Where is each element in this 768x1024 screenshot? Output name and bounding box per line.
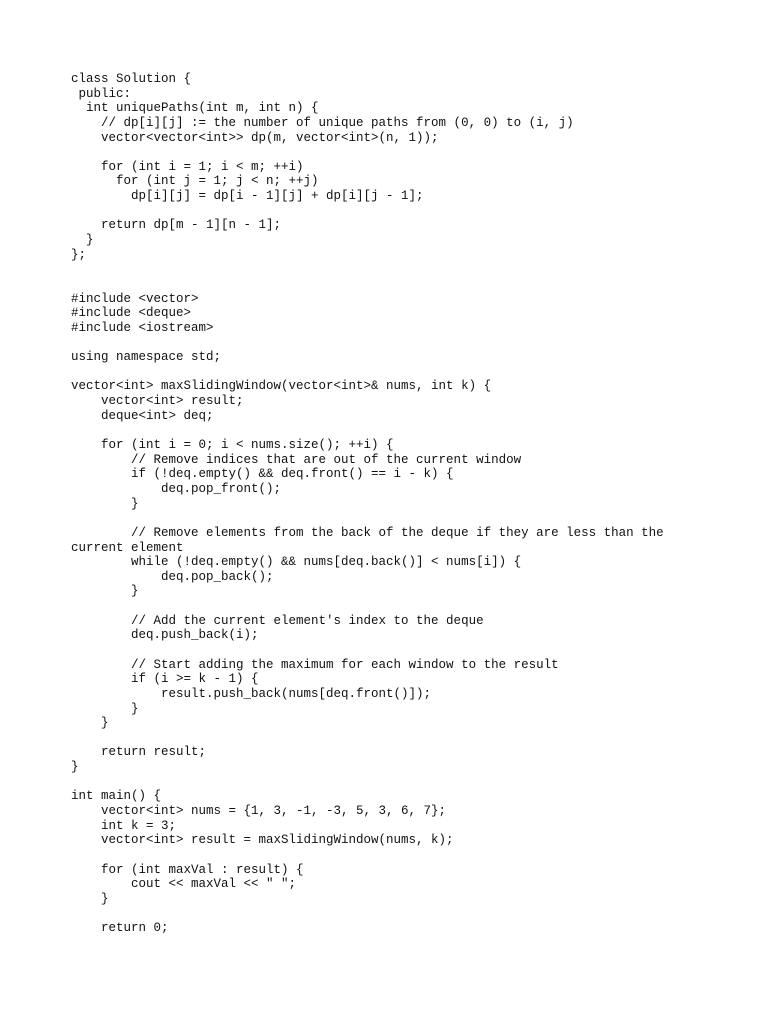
- code-line: }: [71, 891, 109, 906]
- code-line: for (int i = 1; i < m; ++i): [71, 159, 304, 174]
- code-line: // Start adding the maximum for each window to the result: [71, 657, 559, 672]
- code-line: [71, 204, 751, 219]
- code-line: return 0;: [71, 921, 169, 936]
- code-line: }: [71, 233, 94, 248]
- code-line: dp[i][j] = dp[i - 1][j] + dp[i][j - 1];: [71, 189, 424, 204]
- code-line: [71, 277, 751, 292]
- code-line: }: [71, 760, 79, 775]
- code-line: [71, 907, 751, 922]
- code-line: // Remove indices that are out of the current window: [71, 452, 522, 467]
- code-line: public:: [71, 86, 132, 101]
- code-line: return result;: [71, 745, 207, 760]
- code-line: int uniquePaths(int m, int n) {: [71, 101, 319, 116]
- code-line: // Add the current element's index to the deque: [71, 613, 484, 628]
- code-line: vector<int> maxSlidingWindow(vector<int>& nums, int k) {: [71, 379, 492, 394]
- code-line: for (int maxVal : result) {: [71, 862, 304, 877]
- code-line: vector<int> result = maxSlidingWindow(nums, k);: [71, 833, 454, 848]
- code-line: [71, 599, 751, 614]
- code-line: return dp[m - 1][n - 1];: [71, 218, 282, 233]
- code-line: }: [71, 584, 139, 599]
- code-line: if (i >= k - 1) {: [71, 672, 259, 687]
- code-line: [71, 365, 751, 380]
- code-line: [71, 643, 751, 658]
- code-line: [71, 848, 751, 863]
- code-line: deque<int> deq;: [71, 408, 214, 423]
- code-line: [71, 262, 751, 277]
- code-line: #include <iostream>: [71, 320, 214, 335]
- code-line: }: [71, 716, 109, 731]
- code-line: for (int j = 1; j < n; ++j): [71, 174, 319, 189]
- code-line: cout << maxVal << " ";: [71, 877, 297, 892]
- code-line: current element: [71, 540, 184, 555]
- code-line: result.push_back(nums[deq.front()]);: [71, 686, 432, 701]
- code-line: vector<vector<int>> dp(m, vector<int>(n, 1));: [71, 130, 439, 145]
- code-line: deq.pop_front();: [71, 481, 282, 496]
- code-line: [71, 731, 751, 746]
- code-line: [71, 145, 751, 160]
- code-line: // dp[i][j] := the number of unique paths from (0, 0) to (i, j): [71, 115, 574, 130]
- code-line: using namespace std;: [71, 350, 222, 365]
- code-line: // Remove elements from the back of the deque if they are less than the: [71, 525, 664, 540]
- code-line: int main() {: [71, 789, 162, 804]
- code-block: [71, 72, 751, 936]
- code-line: };: [71, 247, 87, 262]
- code-line: #include <deque>: [71, 306, 192, 321]
- code-line: }: [71, 496, 139, 511]
- code-line: [71, 775, 751, 790]
- code-line: if (!deq.empty() && deq.front() == i - k) {: [71, 467, 454, 482]
- code-line: int k = 3;: [71, 818, 177, 833]
- code-line: deq.push_back(i);: [71, 628, 259, 643]
- code-line: vector<int> result;: [71, 394, 244, 409]
- code-line: }: [71, 701, 139, 716]
- code-line: deq.pop_back();: [71, 569, 274, 584]
- code-line: [71, 423, 751, 438]
- code-line: vector<int> nums = {1, 3, -1, -3, 5, 3, 6, 7};: [71, 804, 447, 819]
- code-line: while (!deq.empty() && nums[deq.back()] < nums[i]) {: [71, 555, 522, 570]
- code-line: #include <vector>: [71, 291, 199, 306]
- code-line: for (int i = 0; i < nums.size(); ++i) {: [71, 438, 394, 453]
- code-line: class Solution {: [71, 72, 192, 86]
- code-line: [71, 336, 751, 351]
- code-line: [71, 511, 751, 526]
